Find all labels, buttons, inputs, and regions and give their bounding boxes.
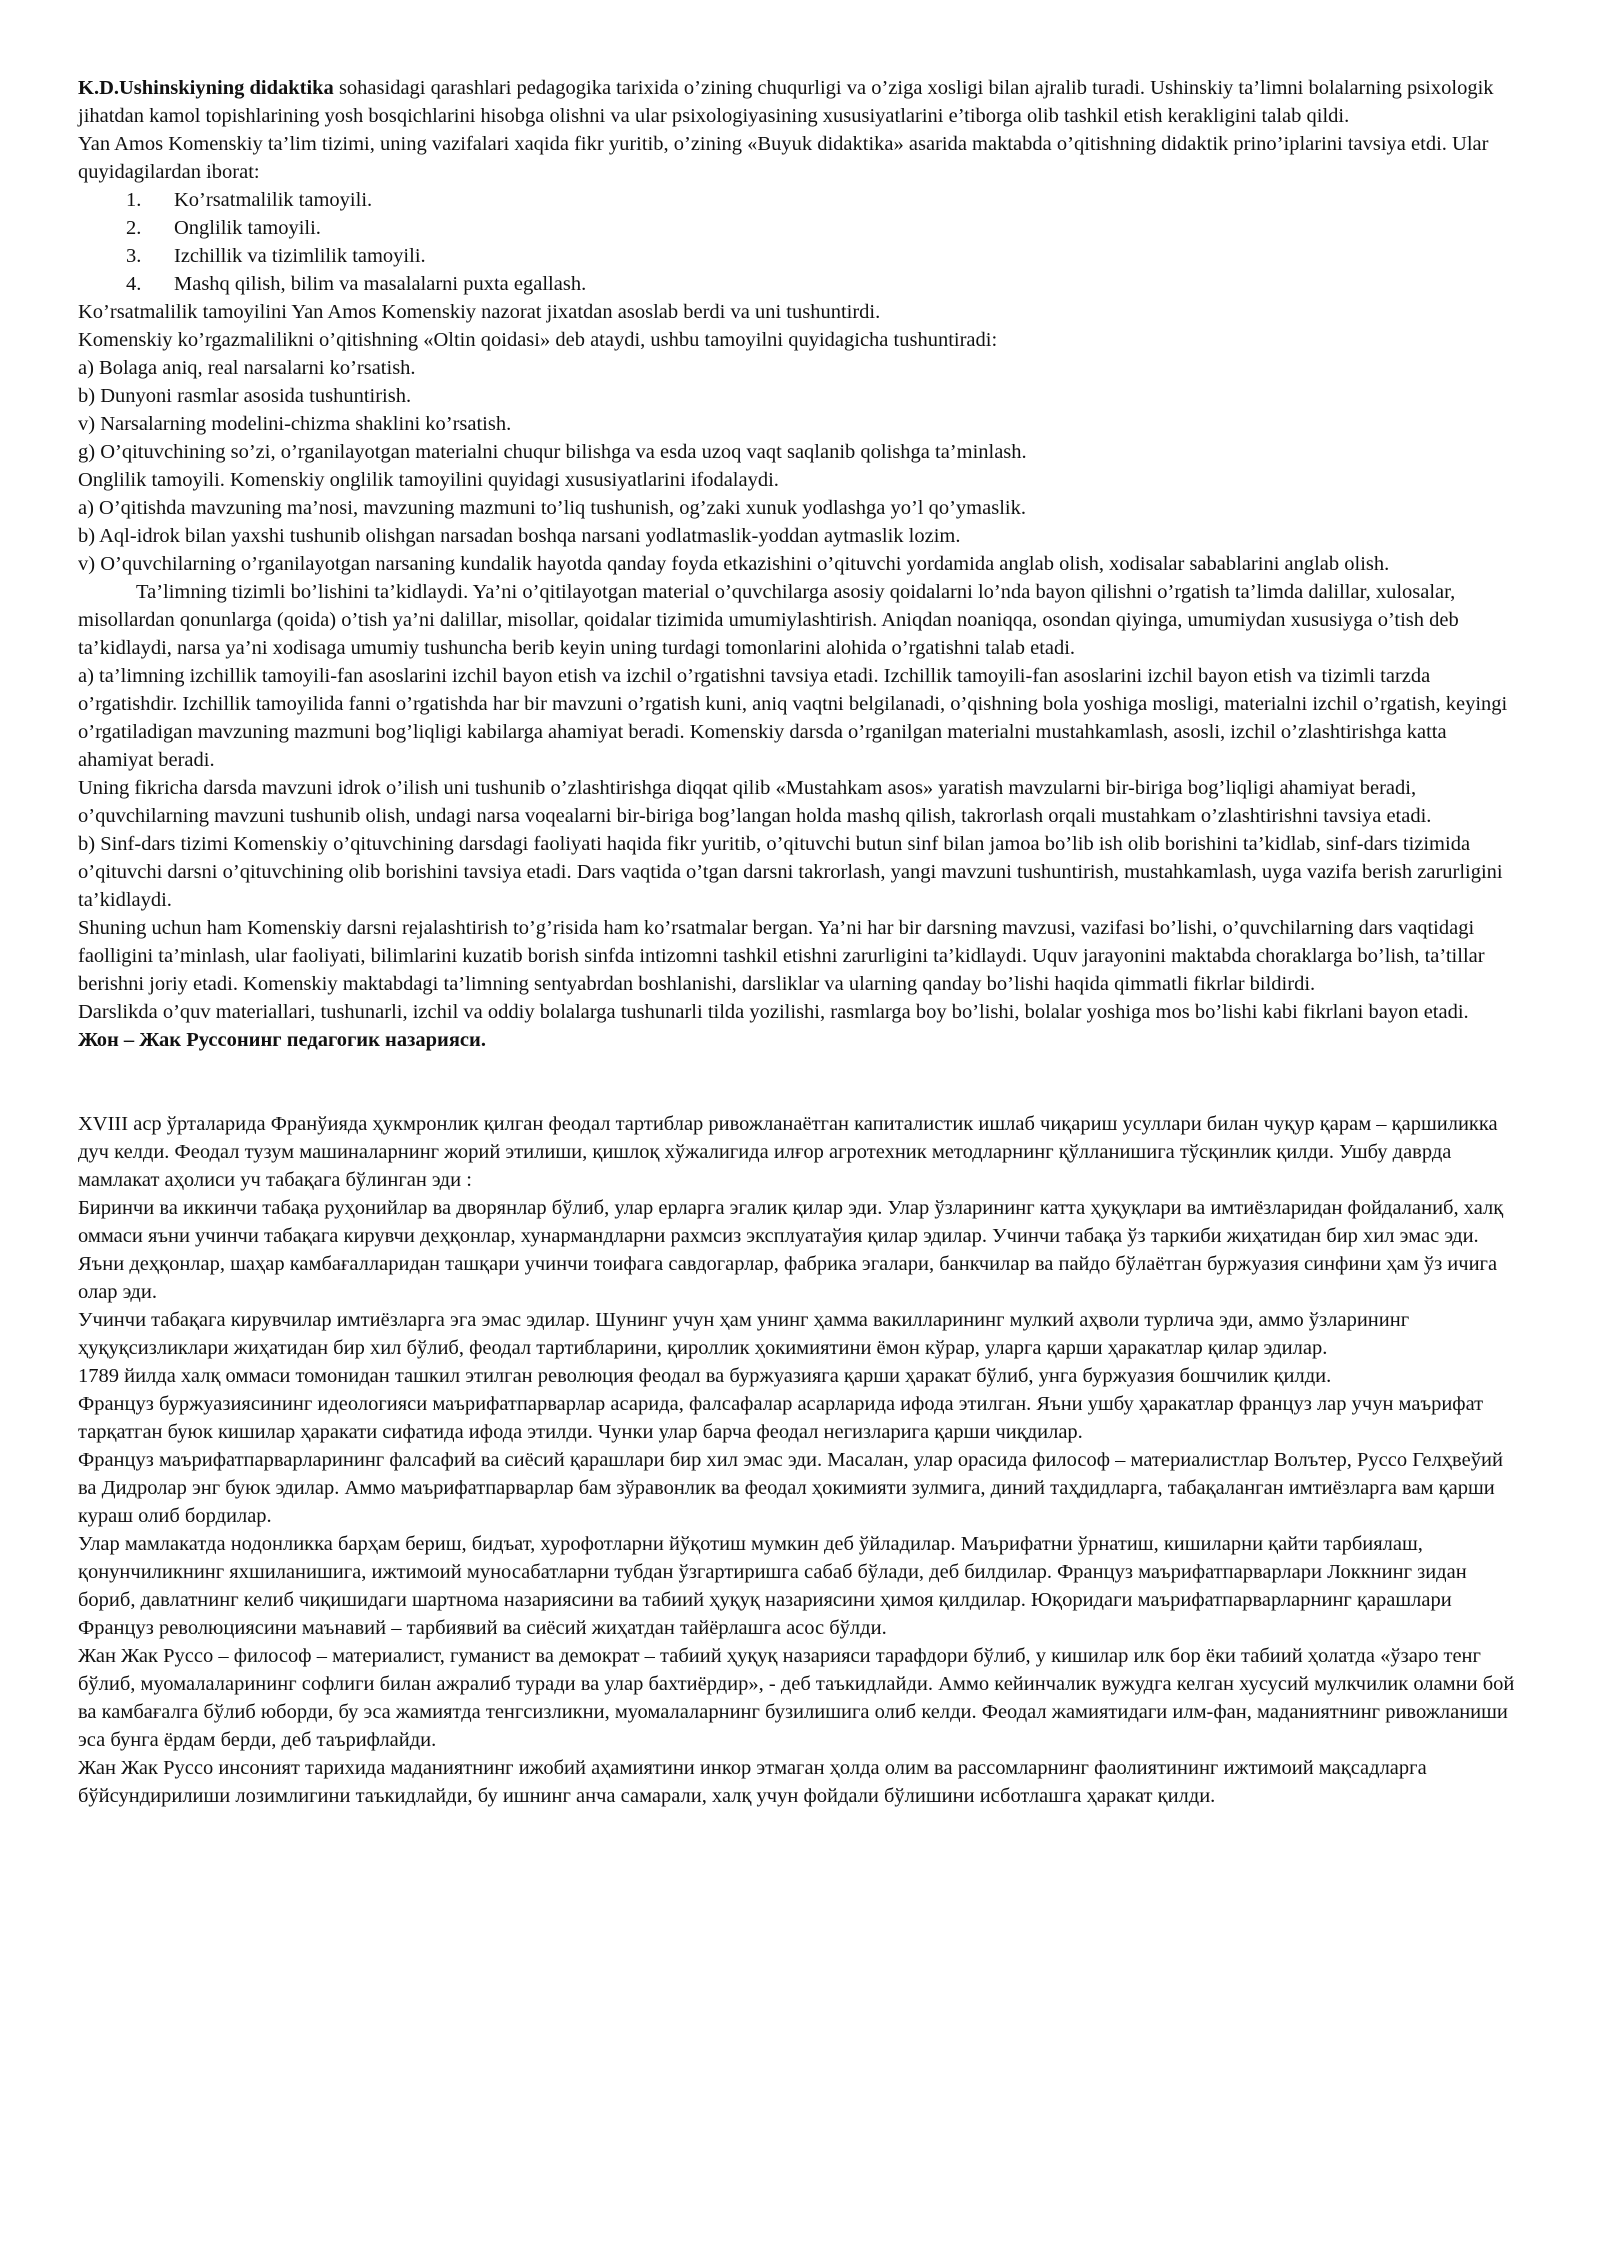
fikricha-paragraph: Uning fikricha darsda mavzuni idrok o’ilish uni tushunib o’zlashtirishga diqqat qilib «Mustahkam asos» yaratish mavzularni bir-biriga bog’liqligi ahamiyat beradi, o’quvchilarning mavzuni tushunib olish, undagi narsa voqealarni bir-biriga bog’langan holda mashq qilish, takrorlash orqali mustahkam o’zlashtirishni tavsiya etadi. bbox=[78, 777, 1432, 827]
ushinskiy-heading: K.D.Ushinskiyning didaktika bbox=[78, 77, 334, 99]
paragraph: Биринчи ва иккинчи табақа руҳонийлар ва дворянлар бўлиб, улар ерларга эгалик қилар эди. Улар ўзларининг катта ҳуқуқлари ва имтиёзларидан фойдаланиб, халқ оммаси яъни учинчи табақага кирувчи деҳқонлар, хунармандларни рахмсиз эксплуатаўия қилар эдилар. Учинчи табақа ўз таркиби жиҳатидан бир хил эмас эди. Яъни деҳқонлар, шаҳар камбағалларидан ташқари учинчи тоифага савдогарлар, фабрика эгалари, банкчилар ва пайдо бўлаётган буржуазия синфини ҳам ўз ичига олар эди. bbox=[78, 1197, 1504, 1303]
list-number: 4. bbox=[126, 273, 142, 295]
darslikda-paragraph: Darslikda o’quv materiallari, tushunarli, izchil va oddiy bolalarga tushunarli tilda yozilishi, rasmlarga boy bo’lishi, bolalar yoshiga mos bo’lishi kabi fikrlani bayon etadi. bbox=[78, 1001, 1469, 1023]
list-text: Izchillik va tizimlilik tamoyili. bbox=[174, 245, 426, 267]
paragraph: Жан Жак Руссо инсоният тарихида маданиятнинг ижобий аҳамиятини инкор этмаган ҳолда олим ва рассомларнинг фаолиятининг ижтимоий мақсадларга бўйсундирилиши лозимлигини таъкидлайди, бу ишнинг анча самарали, халқ учун фойдали бўлишини исботлашга ҳаракат қилди. bbox=[78, 1757, 1427, 1807]
list-number: 2. bbox=[126, 217, 142, 239]
paragraph: Komenskiy ko’rgazmalilikni o’qitishning «Oltin qoidasi» deb ataydi, ushbu tamoyilni quyidagicha tushuntiradi: bbox=[78, 329, 998, 351]
paragraph: XVIII аср ўрталарида Франўияда ҳукмронлик қилган феодал тартиблар ривожланаётган капиталистик ишлаб чиқариш усуллари билан чуқур қарам – қаршиликка дуч келди. Феодал тузум машиналарнинг жорий этилиши, қишлоқ хўжалигида илғор агротехник методларнинг қўлланишига тўсқинлик қилди. Ушбу даврда мамлакат аҳолиси уч табақага бўлинган эди : bbox=[78, 1113, 1498, 1191]
paragraph: v) Narsalarning modelini-chizma shaklini ko’rsatish. bbox=[78, 413, 512, 435]
paragraph: Француз маърифатпарварларининг фалсафий ва сиёсий қарашлари бир хил эмас эди. Масалан, улар орасида философ – материалистлар Волътер, Руссо Гелҳвеўий ва Дидролар энг буюк эдилар. Аммо маърифатпарварлар бам зўравонлик ва феодал ҳокимияти зулмига, диний таҳдидларга, табақаланган имтиёзларга вам қарши кураш олиб бордилар. bbox=[78, 1449, 1503, 1527]
paragraph: a) O’qitishda mavzuning ma’nosi, mavzuning mazmuni to’liq tushunish, og’zaki xunuk yodlashga yo’l qo’ymaslik. bbox=[78, 497, 1026, 519]
rousseau-heading: Жон – Жак Руссонинг педагогик назарияси. bbox=[78, 1029, 486, 1051]
paragraph: g) O’qituvchining so’zi, o’rganilayotgan materialni chuqur bilishga va esda uzoq vaqt saqlanib qolishga ta’minlash. bbox=[78, 441, 1027, 463]
paragraph: Ko’rsatmalilik tamoyilini Yan Amos Komenskiy nazorat jixatdan asoslab berdi va uni tushuntirdi. bbox=[78, 301, 881, 323]
paragraph: a) Bolaga aniq, real narsalarni ko’rsatish. bbox=[78, 357, 416, 379]
sinf-dars-paragraph: b) Sinf-dars tizimi Komenskiy o’qituvchining darsdagi faoliyati haqida fikr yuritib, o’qituvchi butun sinf bilan jamoa bo’lib ish olib borishini ta’kidlab, sinf-dars tizimida o’qituvchi darsni o’qituvchining olib borishini tavsiya etadi. Dars vaqtida o’tgan darsni takrorlash, yangi mavzuni tushuntirish, mustahkamlash, uyga vazifa berish zarurligini ta’kidlaydi. bbox=[78, 833, 1503, 911]
paragraph: 1789 йилда халқ оммаси томонидан ташкил этилган революция феодал ва буржуазияга қарши ҳаракат бўлиб, унга буржуазия бошчилик қилди. bbox=[78, 1365, 1332, 1387]
list-text: Ko’rsatmalilik tamoyili. bbox=[174, 189, 373, 211]
paragraph: Учинчи табақага кирувчилар имтиёзларга эга эмас эдилар. Шунинг учун ҳам унинг ҳамма вакилларининг мулкий аҳволи турлича эди, аммо ўзларининг ҳуқуқсизликлари жиҳатидан бир хил бўлиб, феодал тартибларини, қироллик ҳокимиятини ёмон кўрар, уларга қарши ҳаракатлар қилар эдилар. bbox=[78, 1309, 1410, 1359]
paragraph: Жан Жак Руссо – философ – материалист, гуманист ва демократ – табиий ҳуқуқ назарияси тарафдори бўлиб, у кишилар илк бор ёки табиий ҳолатда «ўзаро тенг бўлиб, муомалаларининг софлиги билан ажралиб туради ва улар бахтиёрдир», - деб таъкидлайди. Аммо кейинчалик вужудга келган хусусий мулкчилик оламни бой ва камбағалга бўлиб юборди, бу эса жамиятда тенгсизликни, муомалаларнинг бузилишига олиб келди. Феодал жамиятидаги илм-фан, маданиятнинг ривожланиши эса бунга ёрдам берди, деб таърифлайди. bbox=[78, 1645, 1515, 1751]
paragraph: Onglilik tamoyili. Komenskiy onglilik tamoyilini quyidagi xususiyatlarini ifodalaydi. bbox=[78, 469, 779, 491]
paragraph: b) Aql-idrok bilan yaxshi tushunib olishgan narsadan boshqa narsani yodlatmaslik-yoddan aytmaslik lozim. bbox=[78, 525, 961, 547]
list-item bbox=[78, 214, 1522, 242]
list-item bbox=[78, 270, 1522, 298]
izchillik-paragraph: a) ta’limning izchillik tamoyili-fan asoslarini izchil bayon etish va izchil o’rgatishni tavsiya etadi. Izchillik tamoyili-fan asoslarini izchil bayon etish va tizimli tarzda o’rgatishdir. Izchillik tamoyilida fanni o’rgatishda har bir mavzuni o’rgatish kuni, aniq vaqtni belgilanadi, o’qishning bola yoshiga mosligi, materialni izchil o’rgatish, keyingi o’rgatiladigan mavzuning mazmuni bog’liqligi kabilarga ahamiyat beradi. Komenskiy darsda o’rganilgan materialni mustahkamlash, asosli, izchil o’zlashtirishga katta ahamiyat beradi. bbox=[78, 665, 1508, 771]
list-text: Onglilik tamoyili. bbox=[174, 217, 321, 239]
list-item bbox=[78, 242, 1522, 270]
ushinskiy-paragraph bbox=[78, 74, 1522, 130]
list-number: 3. bbox=[126, 245, 142, 267]
section-heading bbox=[78, 1026, 1522, 1054]
paragraph: Улар мамлакатда нодонликка барҳам бериш, бидъат, хурофотларни йўқотиш мумкин деб ўйладилар. Маърифатни ўрнатиш, кишиларни қайти тарбиялаш, қонунчиликнинг яхшиланишига, ижтимоий муносабатларни тубдан ўзгартиришга сабаб бўлади, деб билдилар. Француз маърифатпарварлари Локкнинг зидан бориб, давлатнинг келиб чиқишидаги шартнома назариясини ва табиий ҳуқуқ назариясини ҳимоя қилдилар. Юқоридаги маърифатпарварларнинг қарашлари Француз революциясини маънавий – тарбиявий ва сиёсий жиҳатдан тайёрлашга асос бўлди. bbox=[78, 1533, 1467, 1639]
paragraph: Француз буржуазиясининг идеологияси маърифатпарварлар асарида, фалсафалар асарларида ифода этилган. Яъни ушбу ҳаракатлар француз лар учун маърифат тарқатган буюк кишилар ҳаракати сифатида ифода этилди. Чунки улар барча феодал негизларига қарши чиқдилар. bbox=[78, 1393, 1484, 1443]
paragraph: b) Dunyoni rasmlar asosida tushuntirish. bbox=[78, 385, 412, 407]
tizimli-paragraph: Ta’limning tizimli bo’lishini ta’kidlaydi. Ya’ni o’qitilayotgan material o’quvchilarga asosiy qoidalarni lo’nda bayon qilishni o’rgatish ta’limda dalillar, xulosalar, misollardan qonunlarga (qoida) o’tish ya’ni dalillar, misollar, qoidalar tizimida umumiylashtirish. Aniqdan noaniqqa, osondan qiyinga, umumiydan xususiyga o’tish deb ta’kidlaydi, narsa ya’ni xodisaga umumiy tushuncha berib keyin uning turdagi tomonlarini alohida o’rgatishni talab etadi. bbox=[78, 581, 1459, 659]
paragraph: v) O’quvchilarning o’rganilayotgan narsaning kundalik hayotda qanday foyda etkazishini o’qituvchi yordamida anglab olish, xodisalar sabablarini anglab olish. bbox=[78, 553, 1390, 575]
list-number: 1. bbox=[126, 189, 142, 211]
ushinskiy-text: sohasidagi qarashlari pedagogika tarixida o’zining chuqurligi va o’ziga xosligi bilan ajralib turadi. Ushinskiy ta’limni bolalarning psixologik jihatdan kamol topishlarining yosh bosqichlarini hisobga olishni va ular psixologiyasining xususiyatlarini e’tiborga olib tashkil etish kerakligini talab qildi. bbox=[78, 77, 1494, 127]
list-text: Mashq qilish, bilim va masalalarni puxta egallash. bbox=[174, 273, 587, 295]
spacer bbox=[78, 1054, 1522, 1110]
principles-list bbox=[78, 186, 1522, 298]
komenskiy-intro: Yan Amos Komenskiy ta’lim tizimi, uning vazifalari xaqida fikr yuritib, o’zining «Buyuk didaktika» asarida maktabda o’qitishning didaktik prino’iplarini tavsiya etdi. Ular quyidagilardan iborat: bbox=[78, 133, 1489, 183]
list-item bbox=[78, 186, 1522, 214]
shuning-paragraph: Shuning uchun ham Komenskiy darsni rejalashtirish to’g’risida ham ko’rsatmalar bergan. Ya’ni har bir darsning mavzusi, vazifasi bo’lishi, o’quvchilarning dars vaqtidagi faolligini ta’minlash, ular faoliyati, bilimlarini kuzatib borish sinfda intizomni tashkil etishni zarurligini ta’kidlaydi. Uquv jarayonini maktabda choraklarga bo’lish, ta’tillar berishni joriy etadi. Komenskiy maktabdagi ta’limning sentyabrdan boshlanishi, darsliklar va ularning qanday bo’lishi haqida qimmatli fikrlar bildirdi. bbox=[78, 917, 1485, 995]
